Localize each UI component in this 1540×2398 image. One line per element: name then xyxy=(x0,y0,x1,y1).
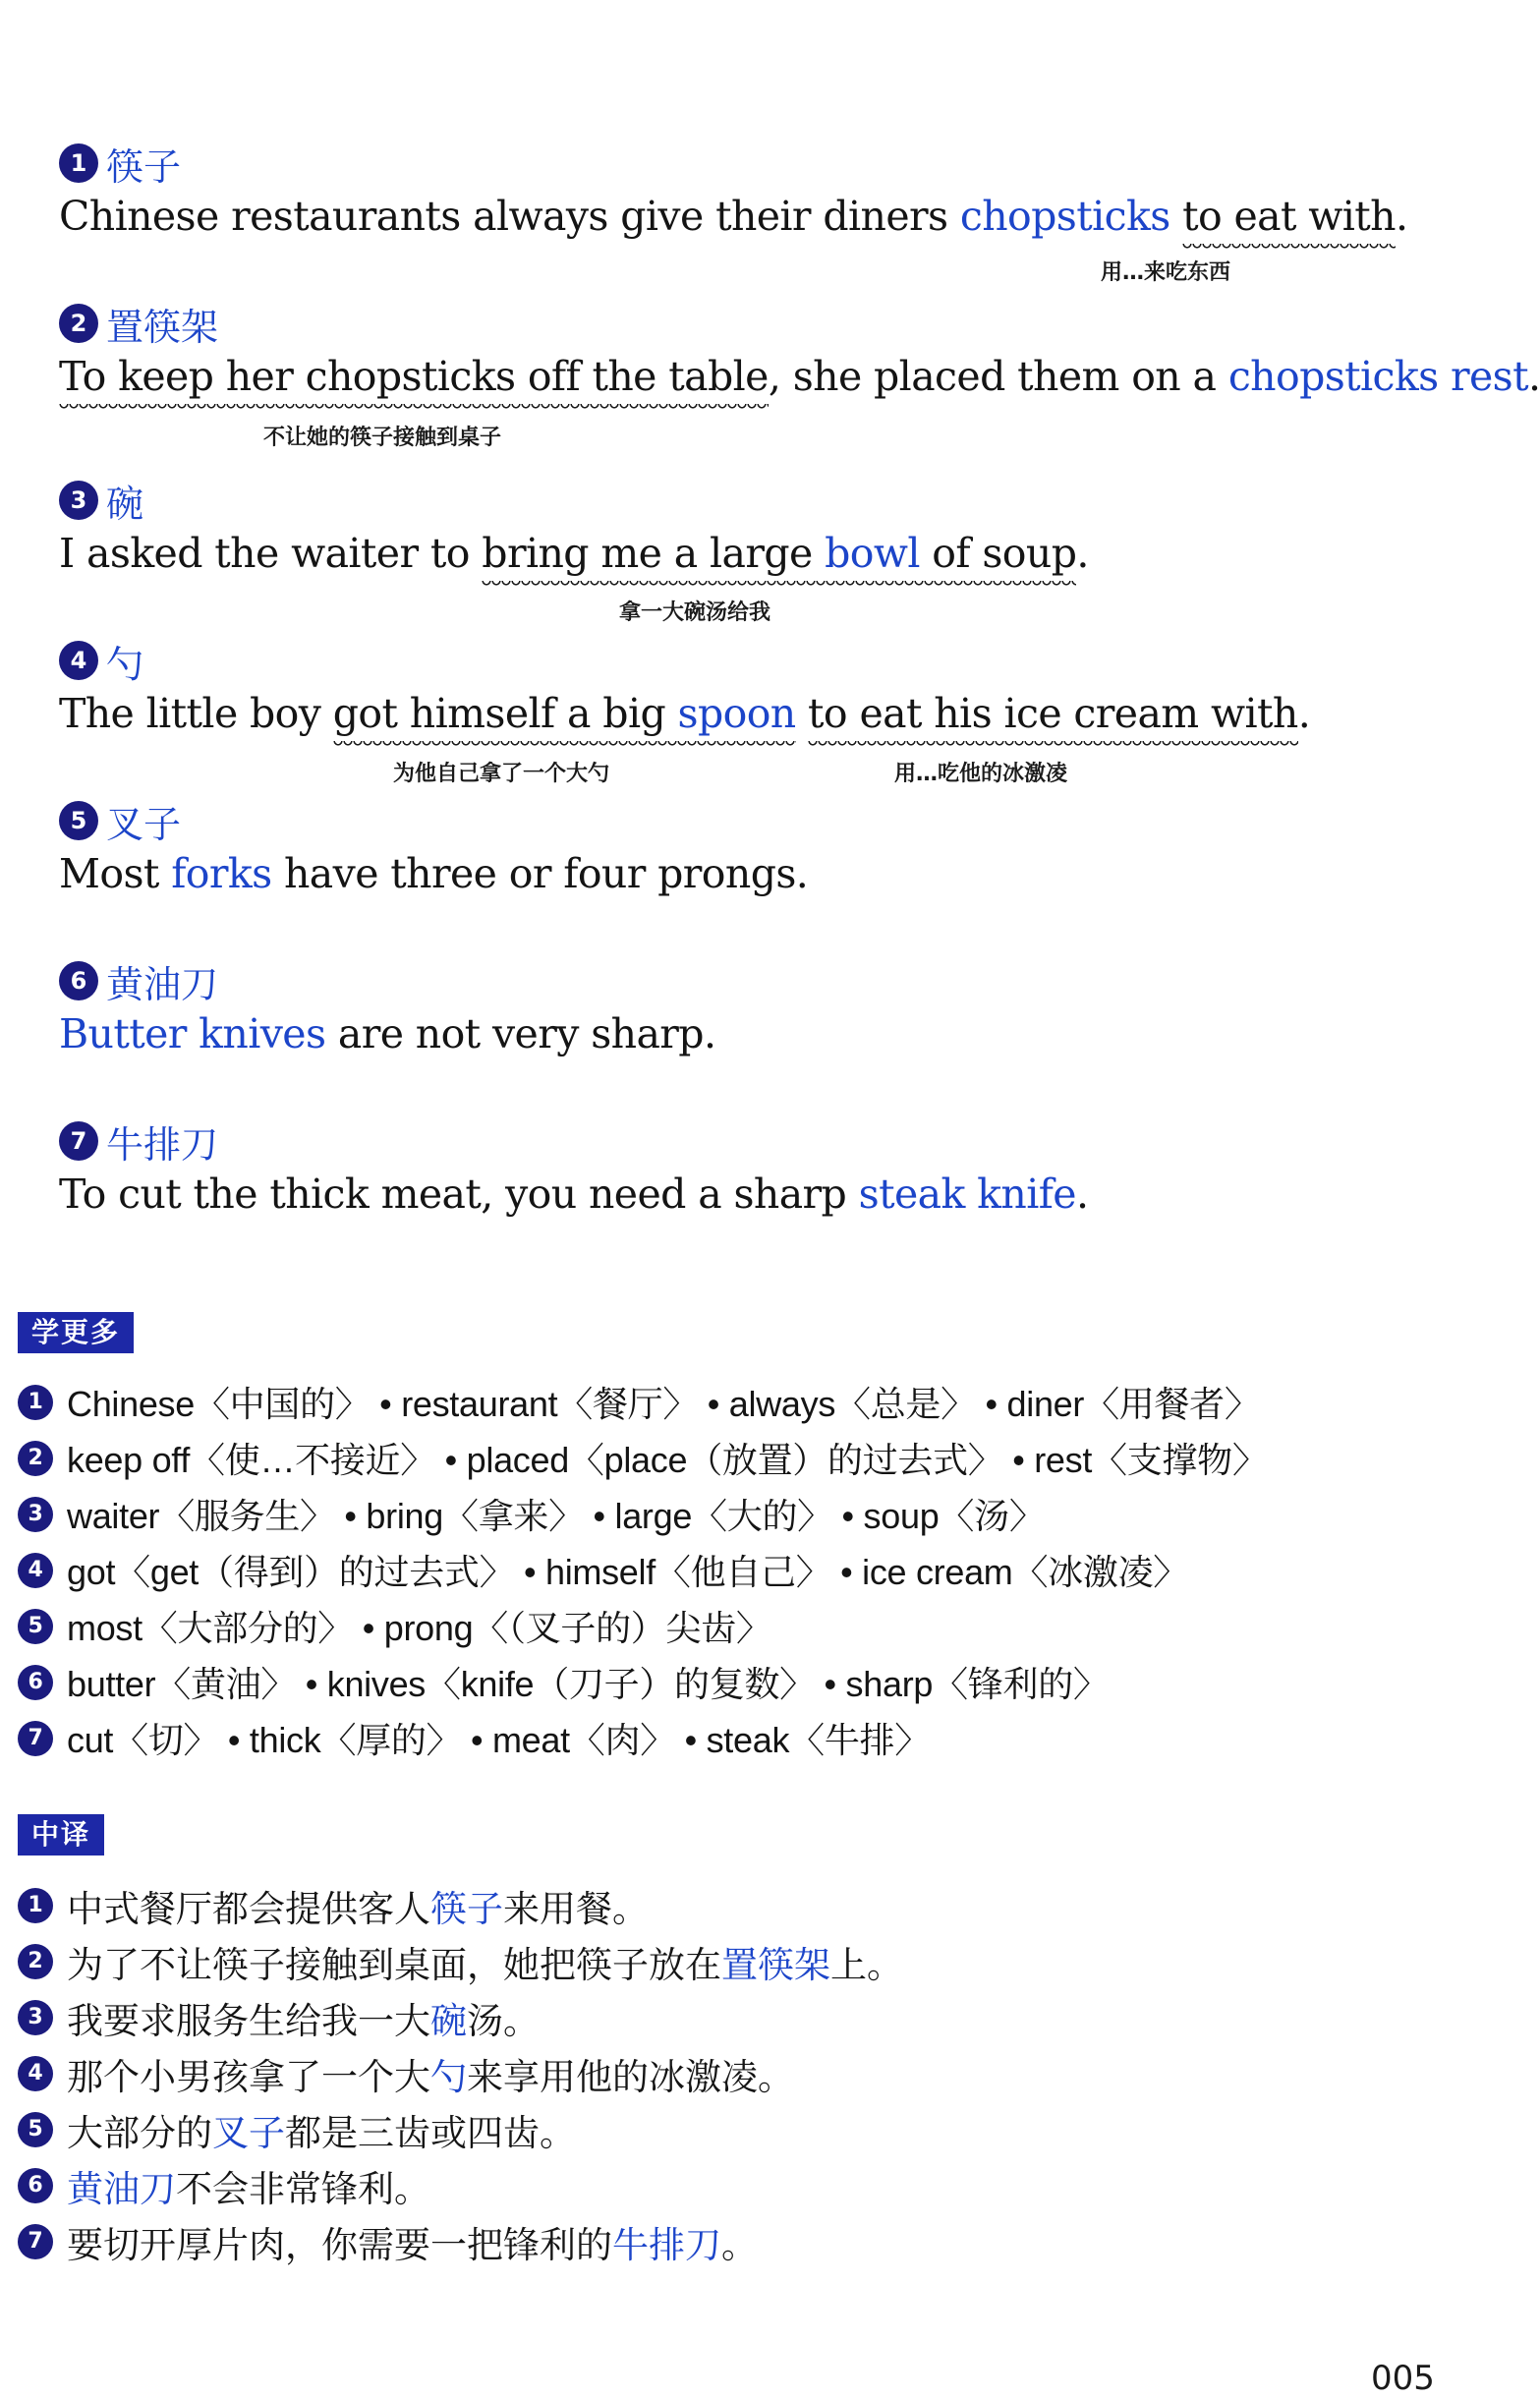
entry-heading xyxy=(59,298,1435,349)
translation-row: 2 为了不让筷子接触到桌面，她把筷子放在 置筷架 上。 xyxy=(18,1933,1394,1989)
number-badge: 2 xyxy=(18,1441,53,1476)
number-badge: 4 xyxy=(59,641,98,680)
example-sentence: I asked the waiter to bring me a large bowl of soup. xyxy=(59,526,1435,581)
translation-list xyxy=(18,1877,1394,2269)
number-badge: 7 xyxy=(18,1721,53,1756)
phrase-gloss: 用…吃他的冰激凌 xyxy=(894,762,1068,786)
vocab-text: keep off〈使…不接近〉 • placed〈place（放置）的过去式〉 • rest〈支撑物〉 xyxy=(67,1440,1268,1480)
vocab-list xyxy=(18,1374,1394,1766)
keyword: forks xyxy=(171,850,272,897)
example-sentence: Chinese restaurants always give their diners chopsticks to eat with. xyxy=(59,189,1435,244)
underlined-phrase: got himself a big spoon xyxy=(333,686,796,741)
entry-heading xyxy=(59,955,1435,1006)
entry-7 xyxy=(59,1115,1435,1222)
number-badge: 3 xyxy=(59,481,98,520)
chinese-term: 黄油刀 xyxy=(106,962,219,1006)
underlined-phrase: To keep her chopsticks off the table xyxy=(59,349,769,404)
number-badge: 7 xyxy=(18,2224,53,2259)
phrase-gloss: 拿一大碗汤给我 xyxy=(619,600,771,625)
phrase-gloss: 不让她的筷子接触到桌子 xyxy=(263,426,502,450)
keyword: 牛排刀 xyxy=(612,2223,721,2266)
keyword: 筷子 xyxy=(430,1887,503,1930)
vocab-section-label: 学更多 xyxy=(18,1312,134,1353)
example-sentence: Most forks have three or four prongs. xyxy=(59,850,809,897)
vocab-row xyxy=(18,1430,1394,1486)
number-badge: 5 xyxy=(18,2112,53,2147)
translation-row: 3 我要求服务生给我一大 碗 汤。 xyxy=(18,1989,1394,2045)
entry-heading xyxy=(59,635,1435,686)
vocab-row xyxy=(18,1598,1394,1654)
keyword: 黄油刀 xyxy=(67,2167,176,2210)
example-sentence: The little boy got himself a big spoon to eat his ice cream with. xyxy=(59,686,1435,741)
entry-1 xyxy=(59,138,1435,285)
number-badge: 2 xyxy=(59,304,98,343)
entry-heading xyxy=(59,1115,1435,1167)
keyword: Butter knives xyxy=(59,1010,326,1057)
translation-row: 4 那个小男孩拿了一个大 勺 来享用他的冰激凌。 xyxy=(18,2045,1394,2101)
vocab-text: Chinese〈中国的〉 • restaurant〈餐厅〉 • always〈总是〉 • diner〈用餐者〉 xyxy=(67,1384,1260,1424)
number-badge: 6 xyxy=(59,961,98,1000)
chinese-term: 叉子 xyxy=(106,802,182,846)
phrase-gloss: 为他自己拿了一个大勺 xyxy=(393,762,610,786)
number-badge: 1 xyxy=(18,1385,53,1420)
number-badge: 4 xyxy=(18,2056,53,2091)
chinese-term: 牛排刀 xyxy=(106,1122,219,1167)
entry-6 xyxy=(59,955,1435,1061)
translation-row: 5 大部分的 叉子 都是三齿或四齿。 xyxy=(18,2101,1394,2157)
number-badge: 5 xyxy=(59,801,98,840)
keyword: 碗 xyxy=(430,1999,467,2042)
number-badge: 1 xyxy=(18,1888,53,1923)
example-sentence: To keep her chopsticks off the table, she placed them on a chopsticks rest. xyxy=(59,349,1435,404)
keyword: 叉子 xyxy=(212,2111,285,2154)
keyword: chopsticks rest xyxy=(1227,353,1528,400)
number-badge: 4 xyxy=(18,1553,53,1588)
underlined-phrase: to eat with xyxy=(1182,189,1396,244)
number-badge: 6 xyxy=(18,1665,53,1700)
translation-row: 1 中式餐厅都会提供客人 筷子 来用餐。 xyxy=(18,1877,1394,1933)
vocab-text: got〈get（得到）的过去式〉 • himself〈他自己〉 • ice cream〈冰激凌〉 xyxy=(67,1552,1188,1592)
entry-5 xyxy=(59,795,1435,901)
entry-heading xyxy=(59,138,1435,189)
keyword: 置筷架 xyxy=(721,1943,830,1986)
underlined-phrase: to eat his ice cream with xyxy=(808,686,1298,741)
page-number: 005 xyxy=(1371,2359,1435,2398)
entry-heading xyxy=(59,795,1435,846)
vocab-text: butter〈黄油〉 • knives〈knife（刀子）的复数〉 • sharp〈锋利的〉 xyxy=(67,1664,1109,1704)
vocab-row xyxy=(18,1374,1394,1430)
vocab-row xyxy=(18,1542,1394,1598)
example-sentence: Butter knives are not very sharp. xyxy=(59,1010,716,1057)
number-badge: 3 xyxy=(18,1497,53,1532)
number-badge: 3 xyxy=(18,2000,53,2035)
chinese-term: 筷子 xyxy=(106,144,182,189)
keyword: bowl xyxy=(825,530,920,577)
entry-3 xyxy=(59,475,1435,625)
translation-row: 7 要切开厚片肉，你需要一把锋利的 牛排刀 。 xyxy=(18,2213,1394,2269)
vocab-row xyxy=(18,1710,1394,1766)
chinese-term: 勺 xyxy=(106,642,144,686)
phrase-gloss: 用…来吃东西 xyxy=(1101,260,1231,285)
underlined-phrase: bring me a large bowl of soup xyxy=(482,526,1076,581)
vocab-text: most〈大部分的〉 • prong〈（叉子的）尖齿〉 xyxy=(67,1608,771,1648)
example-sentence: To cut the thick meat, you need a sharp steak knife. xyxy=(59,1170,1089,1218)
keyword: spoon xyxy=(677,690,796,737)
keyword: 勺 xyxy=(430,2055,467,2098)
entry-2 xyxy=(59,298,1540,450)
number-badge: 5 xyxy=(18,1609,53,1644)
vocab-text: cut〈切〉 • thick〈厚的〉 • meat〈肉〉 • steak〈牛排〉 xyxy=(67,1720,930,1760)
entry-heading xyxy=(59,475,1435,526)
keyword: steak knife xyxy=(858,1170,1076,1218)
number-badge: 6 xyxy=(18,2168,53,2203)
vocab-text: waiter〈服务生〉 • bring〈拿来〉 • large〈大的〉 • soup〈汤〉 xyxy=(67,1496,1045,1536)
vocab-row xyxy=(18,1654,1394,1710)
entry-4 xyxy=(59,635,1435,786)
chinese-term: 碗 xyxy=(106,482,144,526)
translation-section-label: 中译 xyxy=(18,1814,104,1856)
chinese-term: 置筷架 xyxy=(106,305,219,349)
number-badge: 7 xyxy=(59,1121,98,1161)
number-badge: 2 xyxy=(18,1944,53,1979)
translation-row: 6 黄油刀 不会非常锋利。 xyxy=(18,2157,1394,2213)
vocab-row xyxy=(18,1486,1394,1542)
keyword: chopsticks xyxy=(959,193,1170,240)
number-badge: 1 xyxy=(59,143,98,183)
